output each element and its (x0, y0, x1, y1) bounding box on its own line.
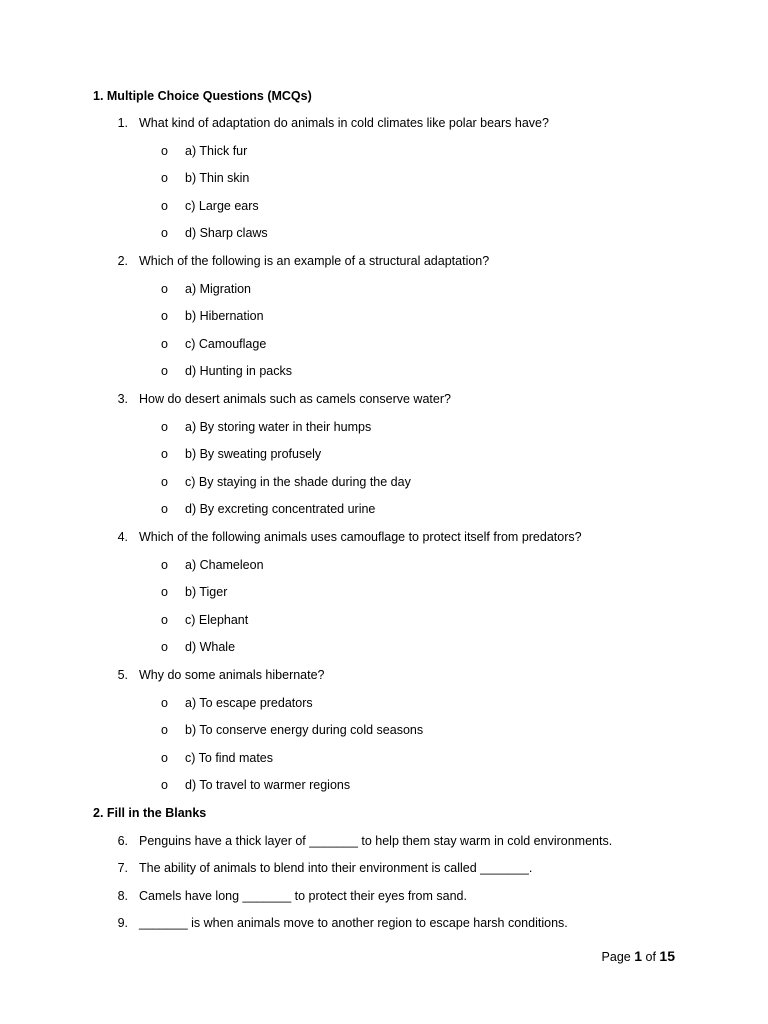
page-total: 15 (659, 948, 675, 964)
answer-option: b) To conserve energy during cold seasons (185, 723, 424, 737)
question-number: 7. (117, 861, 128, 875)
bullet-marker: o (161, 199, 168, 213)
question-number: 6. (117, 834, 128, 848)
bullet-marker: o (161, 309, 168, 323)
page-of-label: of (645, 950, 656, 964)
answer-option: b) By sweating profusely (185, 447, 322, 461)
bullet-marker: o (161, 171, 168, 185)
answer-option: a) To escape predators (185, 696, 313, 710)
bullet-marker: o (161, 696, 168, 710)
bullet-marker: o (161, 751, 168, 765)
fill-blank-text: _______ is when animals move to another region to escape harsh conditions. (139, 916, 568, 930)
bullet-marker: o (161, 558, 168, 572)
answer-option: d) By excreting concentrated urine (185, 502, 376, 516)
bullet-marker: o (161, 640, 168, 654)
fill-blank-text: Penguins have a thick layer of _______ to help them stay warm in cold environments. (139, 834, 613, 848)
question-number: 2. (117, 254, 128, 268)
bullet-marker: o (161, 226, 168, 240)
fill-blank-text: Camels have long _______ to protect their eyes from sand. (139, 889, 467, 903)
bullet-marker: o (161, 613, 168, 627)
bullet-marker: o (161, 364, 168, 378)
answer-option: a) Migration (185, 282, 251, 296)
bullet-marker: o (161, 420, 168, 434)
answer-option: d) Sharp claws (185, 226, 268, 240)
bullet-marker: o (161, 585, 168, 599)
answer-option: d) To travel to warmer regions (185, 778, 351, 792)
bullet-marker: o (161, 778, 168, 792)
question-text: Which of the following is an example of a structural adaptation? (139, 254, 490, 268)
page-current: 1 (634, 948, 643, 964)
bullet-marker: o (161, 723, 168, 737)
section-title-fill-blanks: 2. Fill in the Blanks (93, 806, 207, 820)
bullet-marker: o (161, 144, 168, 158)
answer-option: a) Chameleon (185, 558, 264, 572)
question-text: Which of the following animals uses camouflage to protect itself from predators? (139, 530, 582, 544)
answer-option: c) To find mates (185, 751, 274, 765)
question-number: 8. (117, 889, 128, 903)
question-number: 1. (117, 116, 128, 130)
answer-option: b) Tiger (185, 585, 228, 599)
bullet-marker: o (161, 502, 168, 516)
answer-option: d) Hunting in packs (185, 364, 293, 378)
question-number: 5. (117, 668, 128, 682)
answer-option: c) Elephant (185, 613, 249, 627)
question-text: How do desert animals such as camels conserve water? (139, 392, 451, 406)
bullet-marker: o (161, 282, 168, 296)
page-footer (602, 947, 675, 966)
bullet-marker: o (161, 447, 168, 461)
question-number: 3. (117, 392, 128, 406)
question-text: Why do some animals hibernate? (139, 668, 325, 682)
answer-option: d) Whale (185, 640, 236, 654)
answer-option: c) By staying in the shade during the day (185, 475, 411, 489)
answer-option: a) By storing water in their humps (185, 420, 372, 434)
section-title-mcq: 1. Multiple Choice Questions (MCQs) (93, 89, 312, 103)
bullet-marker: o (161, 475, 168, 489)
answer-option: a) Thick fur (185, 144, 248, 158)
answer-option: b) Thin skin (185, 171, 250, 185)
answer-option: b) Hibernation (185, 309, 264, 323)
fill-blank-text: The ability of animals to blend into their environment is called _______. (139, 861, 533, 875)
answer-option: c) Large ears (185, 199, 259, 213)
answer-option: c) Camouflage (185, 337, 267, 351)
bullet-marker: o (161, 337, 168, 351)
question-number: 9. (117, 916, 128, 930)
page-label: Page (601, 950, 631, 964)
question-number: 4. (117, 530, 128, 544)
question-text: What kind of adaptation do animals in cold climates like polar bears have? (139, 116, 549, 130)
